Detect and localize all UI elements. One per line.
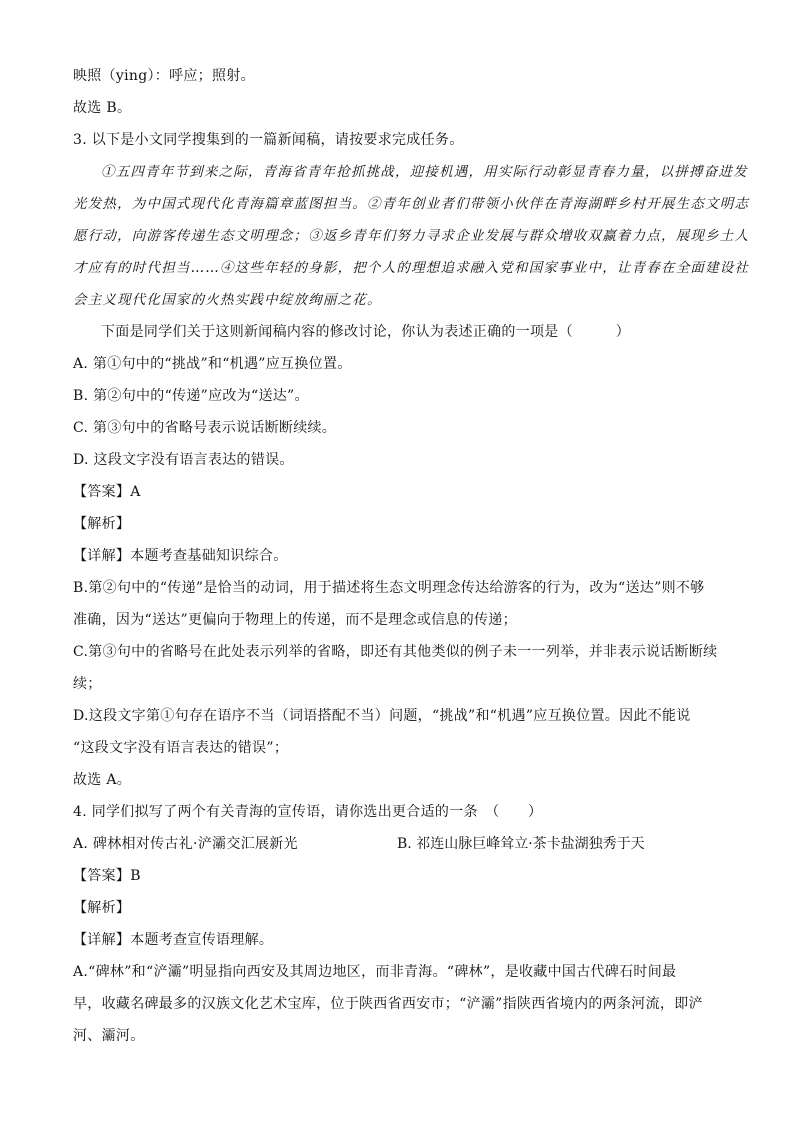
news-passage-line: 会主义现代化国家的火热实践中绽放绚丽之花。 [73,292,382,308]
news-passage-line: 愿行动，向游客传递生态文明理念；③返乡青年们努力寻求企业发展与群众增收双赢着力点，展现乡土人 [73,228,750,244]
news-passage-line: ①五四青年节到来之际，青海省青年抢抓挑战，迎接机遇，用实际行动彰显青春力量，以拼搏奋进发 [101,164,748,180]
analysis-label: 【解析】 [73,516,131,532]
answer-label: 【答案】A [73,484,141,500]
explanation-line: C.第③句中的省略号在此处表示列举的省略，即还有其他类似的例子未一一列举，并非表示说话断断续 [73,644,718,660]
option-d: D. 这段文字没有语言表达的错误。 [73,452,294,468]
question-3-stem: 3. 以下是小文同学搜集到的一篇新闻稿，请按要求完成任务。 [73,132,464,148]
explanation-line: 河、灞河。 [73,1028,145,1044]
option-b: B. 祁连山脉巨峰耸立·茶卡盐湖独秀于天 [397,836,645,852]
answer-label: 【答案】B [73,868,141,884]
option-a: A. 第①句中的“挑战”和“机遇”应互换位置。 [73,356,352,372]
detail-label: 【详解】本题考查宣传语理解。 [73,932,274,948]
option-b: B. 第②句中的“传递”应改为“送达”。 [73,388,309,404]
option-c: C. 第③句中的省略号表示说话断断续续。 [73,420,337,436]
explanation-line: B.第②句中的“传递”是恰当的动词，用于描述将生态文明理念传达给游客的行为，改为“送达”则不够 [73,580,705,596]
text-line: 映照（ying）：呼应；照射。 [73,68,255,84]
news-passage-line: 光发热，为中国式现代化青海篇章蓝图担当。②青年创业者们带领小伙伴在青海湖畔乡村开展生态文明志 [73,196,750,212]
text-line: 故选 B。 [73,100,132,116]
explanation-line: 准确，因为“送达”更偏向于物理上的传递，而不是理念或信息的传递； [73,612,517,628]
explanation-line: “这段文字没有语言表达的错误”； [73,740,289,756]
explanation-line: D.这段文字第①句存在语序不当（词语搭配不当）问题，“挑战”和“机遇”应互换位置。因此不能说 [73,708,691,724]
question-4-stem: 4. 同学们拟写了两个有关青海的宣传语，请你选出更合适的一条 （ ） [73,804,543,820]
text-line: 故选 A。 [73,772,132,788]
explanation-line: 早，收藏名碑最多的汉族文化艺术宝库，位于陕西省西安市；“浐灞”指陕西省境内的两条河流，即浐 [73,996,703,1012]
question-3-prompt: 下面是同学们关于这则新闻稿内容的修改讨论，你认为表述正确的一项是（ ） [101,324,631,340]
news-passage-line: 才应有的时代担当……④这些年轻的身影，把个人的理想追求融入党和国家事业中，让青春在全面建设社 [73,260,750,276]
analysis-label: 【解析】 [73,900,131,916]
option-a: A. 碑林相对传古礼·浐灞交汇展新光 [73,836,298,852]
detail-label: 【详解】本题考查基础知识综合。 [73,548,288,564]
explanation-line: A.“碑林”和“浐灞”明显指向西安及其周边地区，而非青海。“碑林”，是收藏中国古代碑石时间最 [73,964,677,980]
explanation-line: 续； [73,676,102,692]
